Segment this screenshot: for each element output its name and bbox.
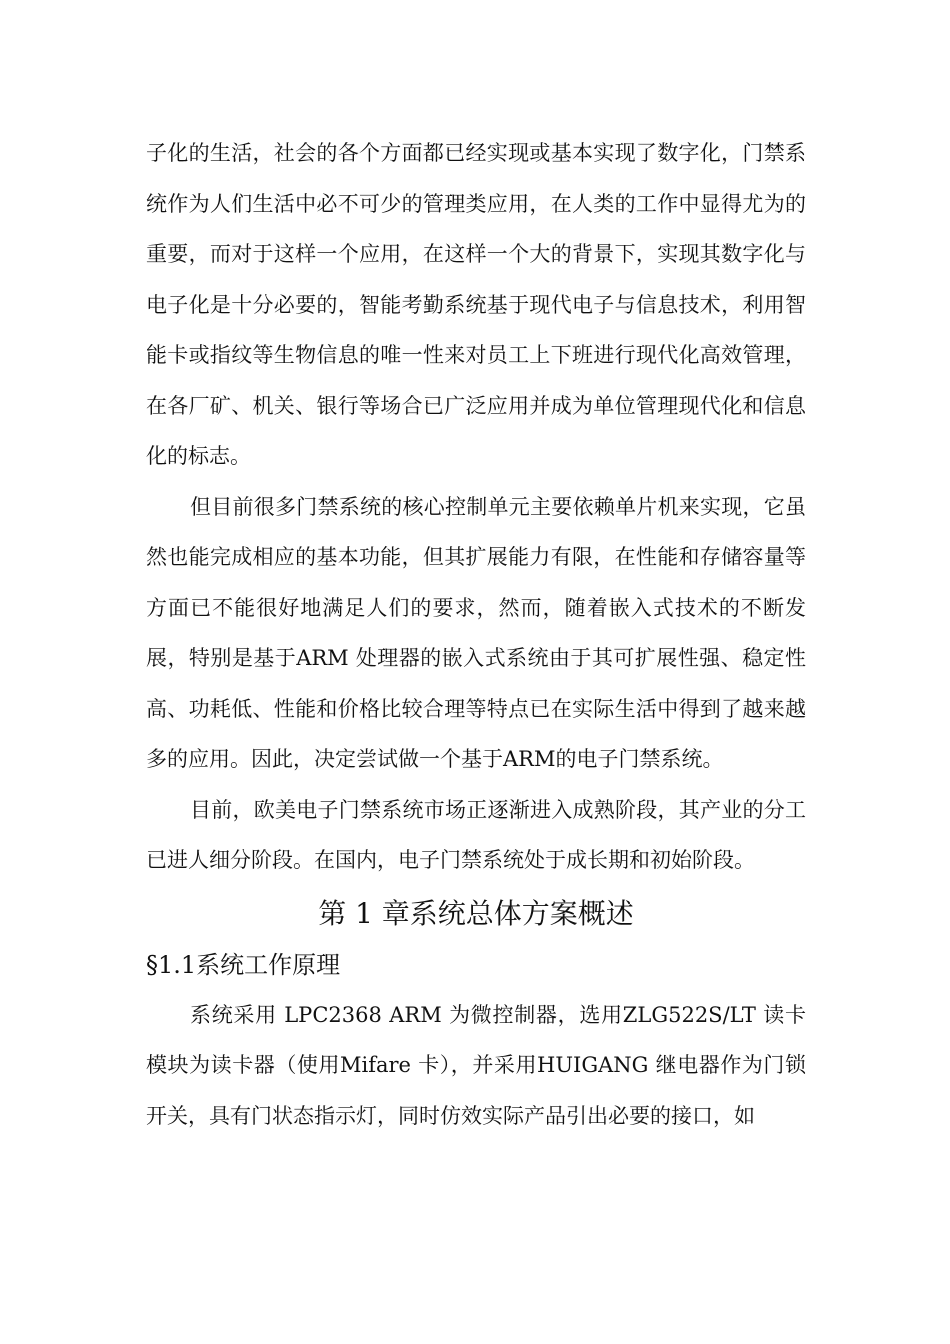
paragraph-system-overview: 系统采用 LPC2368 ARM 为微控制器，选用ZLG522S/LT 读卡模块为读卡器（使用Mifare 卡），并采用HUIGANG 继电器作为门锁开关，具有门状态指示灯，同时仿效实际产品引出必要的接口，如 (146, 1002, 806, 1128)
paragraph-mcu-limitations: 但目前很多门禁系统的核心控制单元主要依赖单片机来实现，它虽然也能完成相应的基本功能，但其扩展能力有限，在性能和存储容量等方面已不能很好地满足人们的要求，然而，随着嵌入式技术的不断发展，特别是基于ARM 处理器的嵌入式系统由于其可扩展性强、稳定性高、功耗低、性能和价格比较合理等特点已在实际生活中得到了越来越多的应用。因此，决定尝试做一个基于ARM的电子门禁系统。 (146, 494, 806, 771)
document-page (146, 128, 806, 1141)
chapter-title: 第 1 章系统总体方案概述 (318, 896, 634, 930)
paragraph-intro-continued: 子化的生活，社会的各个方面都已经实现或基本实现了数字化，门禁系统作为人们生活中必不可少的管理类应用，在人类的工作中显得尤为的重要，而对于这样一个应用，在这样一个大的背景下，实现其数字化与电子化是十分必要的，智能考勤系统基于现代电子与信息技术，利用智能卡或指纹等生物信息的唯一性来对员工上下班进行现代化高效管理，在各厂矿、机关、银行等场合已广泛应用并成为单位管理现代化和信息化的标志。 (146, 141, 806, 468)
section-title: §1.1系统工作原理 (146, 950, 341, 979)
paragraph-market-status: 目前，欧美电子门禁系统市场正逐渐进入成熟阶段，其产业的分工已进人细分阶段。在国内，电子门禁系统处于成长期和初始阶段。 (146, 797, 806, 872)
